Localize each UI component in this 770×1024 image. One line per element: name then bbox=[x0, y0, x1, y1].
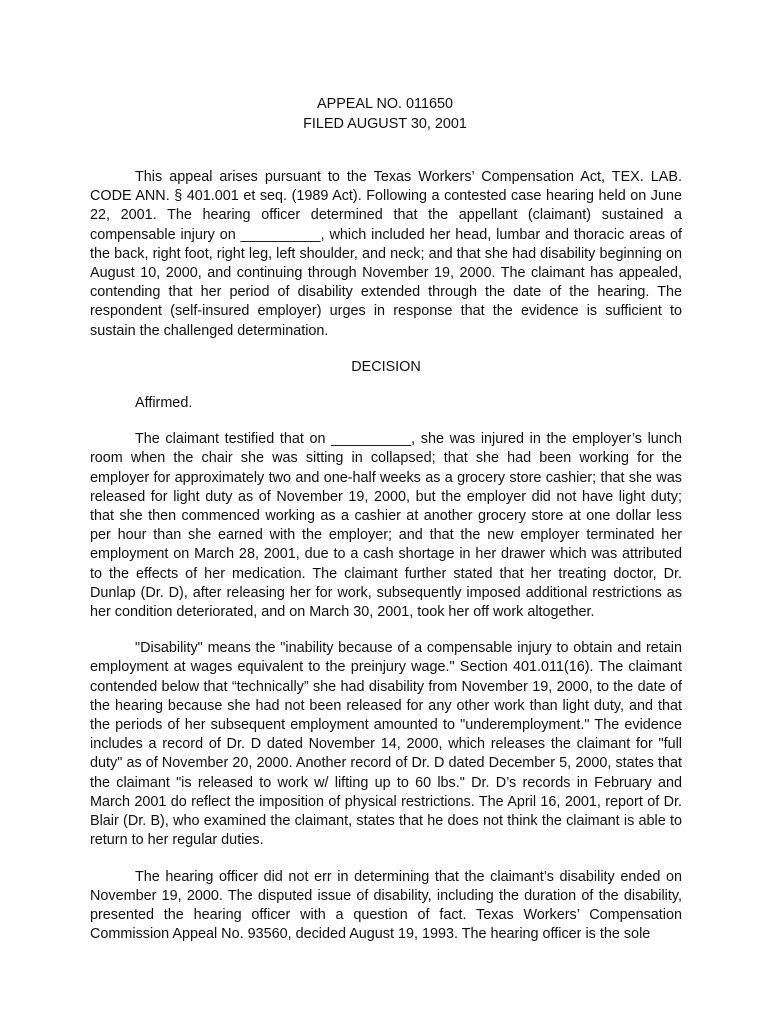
filed-date: FILED AUGUST 30, 2001 bbox=[303, 116, 467, 132]
intro-paragraph: This appeal arises pursuant to the Texas Workers’ Compensation Act, TEX. LAB. CODE ANN. § 401.001 et seq. (1989 Act). Following a contested case hearing held on June 22, 2001. The hearing officer determined that the appellant (claimant) sustained a compensable injury on __________, which included her head, lumbar and thoracic areas of the back, right foot, right leg, left shoulder, and neck; and that she had disability beginning on August 10, 2000, and continuing through November 19, 2000. The claimant has appealed, contending that her period of disability extended through the date of the hearing. The respondent (self-insured employer) urges in response that the evidence is sufficient to sustain the challenged determination. bbox=[90, 169, 682, 339]
appeal-number: APPEAL NO. 011650 bbox=[317, 96, 453, 112]
testimony-paragraph: The claimant testified that on __________, she was injured in the employer’s lunch room when the chair she was sitting in collapsed; that she had been working for the employer for approximately two and one-half weeks as a grocery store cashier; that she was released for light duty as of November 19, 2000, but the employer did not have light duty; that she then commenced working as a cashier at another grocery store at one dollar less per hour than she earned with the employer; and that the new employer terminated her employment on March 28, 2001, due to a cash shortage in her drawer which was attributed to the effects of her medication. The claimant further stated that her treating doctor, Dr. Dunlap (Dr. D), after releasing her for work, subsequently imposed additional restrictions as her condition deteriorated, and on March 30, 2001, took her off work altogether. bbox=[90, 431, 682, 621]
hearing-officer-paragraph: The hearing officer did not err in determining that the claimant’s disability ended on November 19, 2000. The disputed issue of disability, including the duration of the disability, presented the hearing officer with a question of fact. Texas Workers’ Compensation Commission Appeal No. 93560, decided August 19, 1993. The hearing officer is the sole bbox=[90, 868, 682, 943]
disability-definition-paragraph: "Disability" means the "inability because of a compensable injury to obtain and retain employment at wages equivalent to the preinjury wage." Section 401.011(16). The claimant contended below that “technically” she had disability from November 19, 2000, to the date of the hearing because she had not been released for any other work than light duty, and that the periods of her subsequent employment amounted to "underemployment." The evidence includes a record of Dr. D dated November 14, 2000, which releases the claimant for "full duty" as of November 20, 2000. Another record of Dr. D dated December 5, 2000, states that the claimant "is released to work w/ lifting up to 60 lbs." Dr. D’s records in February and March 2001 do reflect the imposition of physical restrictions. The April 16, 2001, report of Dr. Blair (Dr. B), who examined the claimant, states that he does not think the claimant is able to return to her regular duties. bbox=[90, 640, 682, 849]
affirmed-line: Affirmed. bbox=[135, 395, 193, 412]
document-header bbox=[0, 94, 770, 134]
document-body bbox=[90, 168, 682, 944]
decision-heading: DECISION bbox=[351, 358, 421, 375]
